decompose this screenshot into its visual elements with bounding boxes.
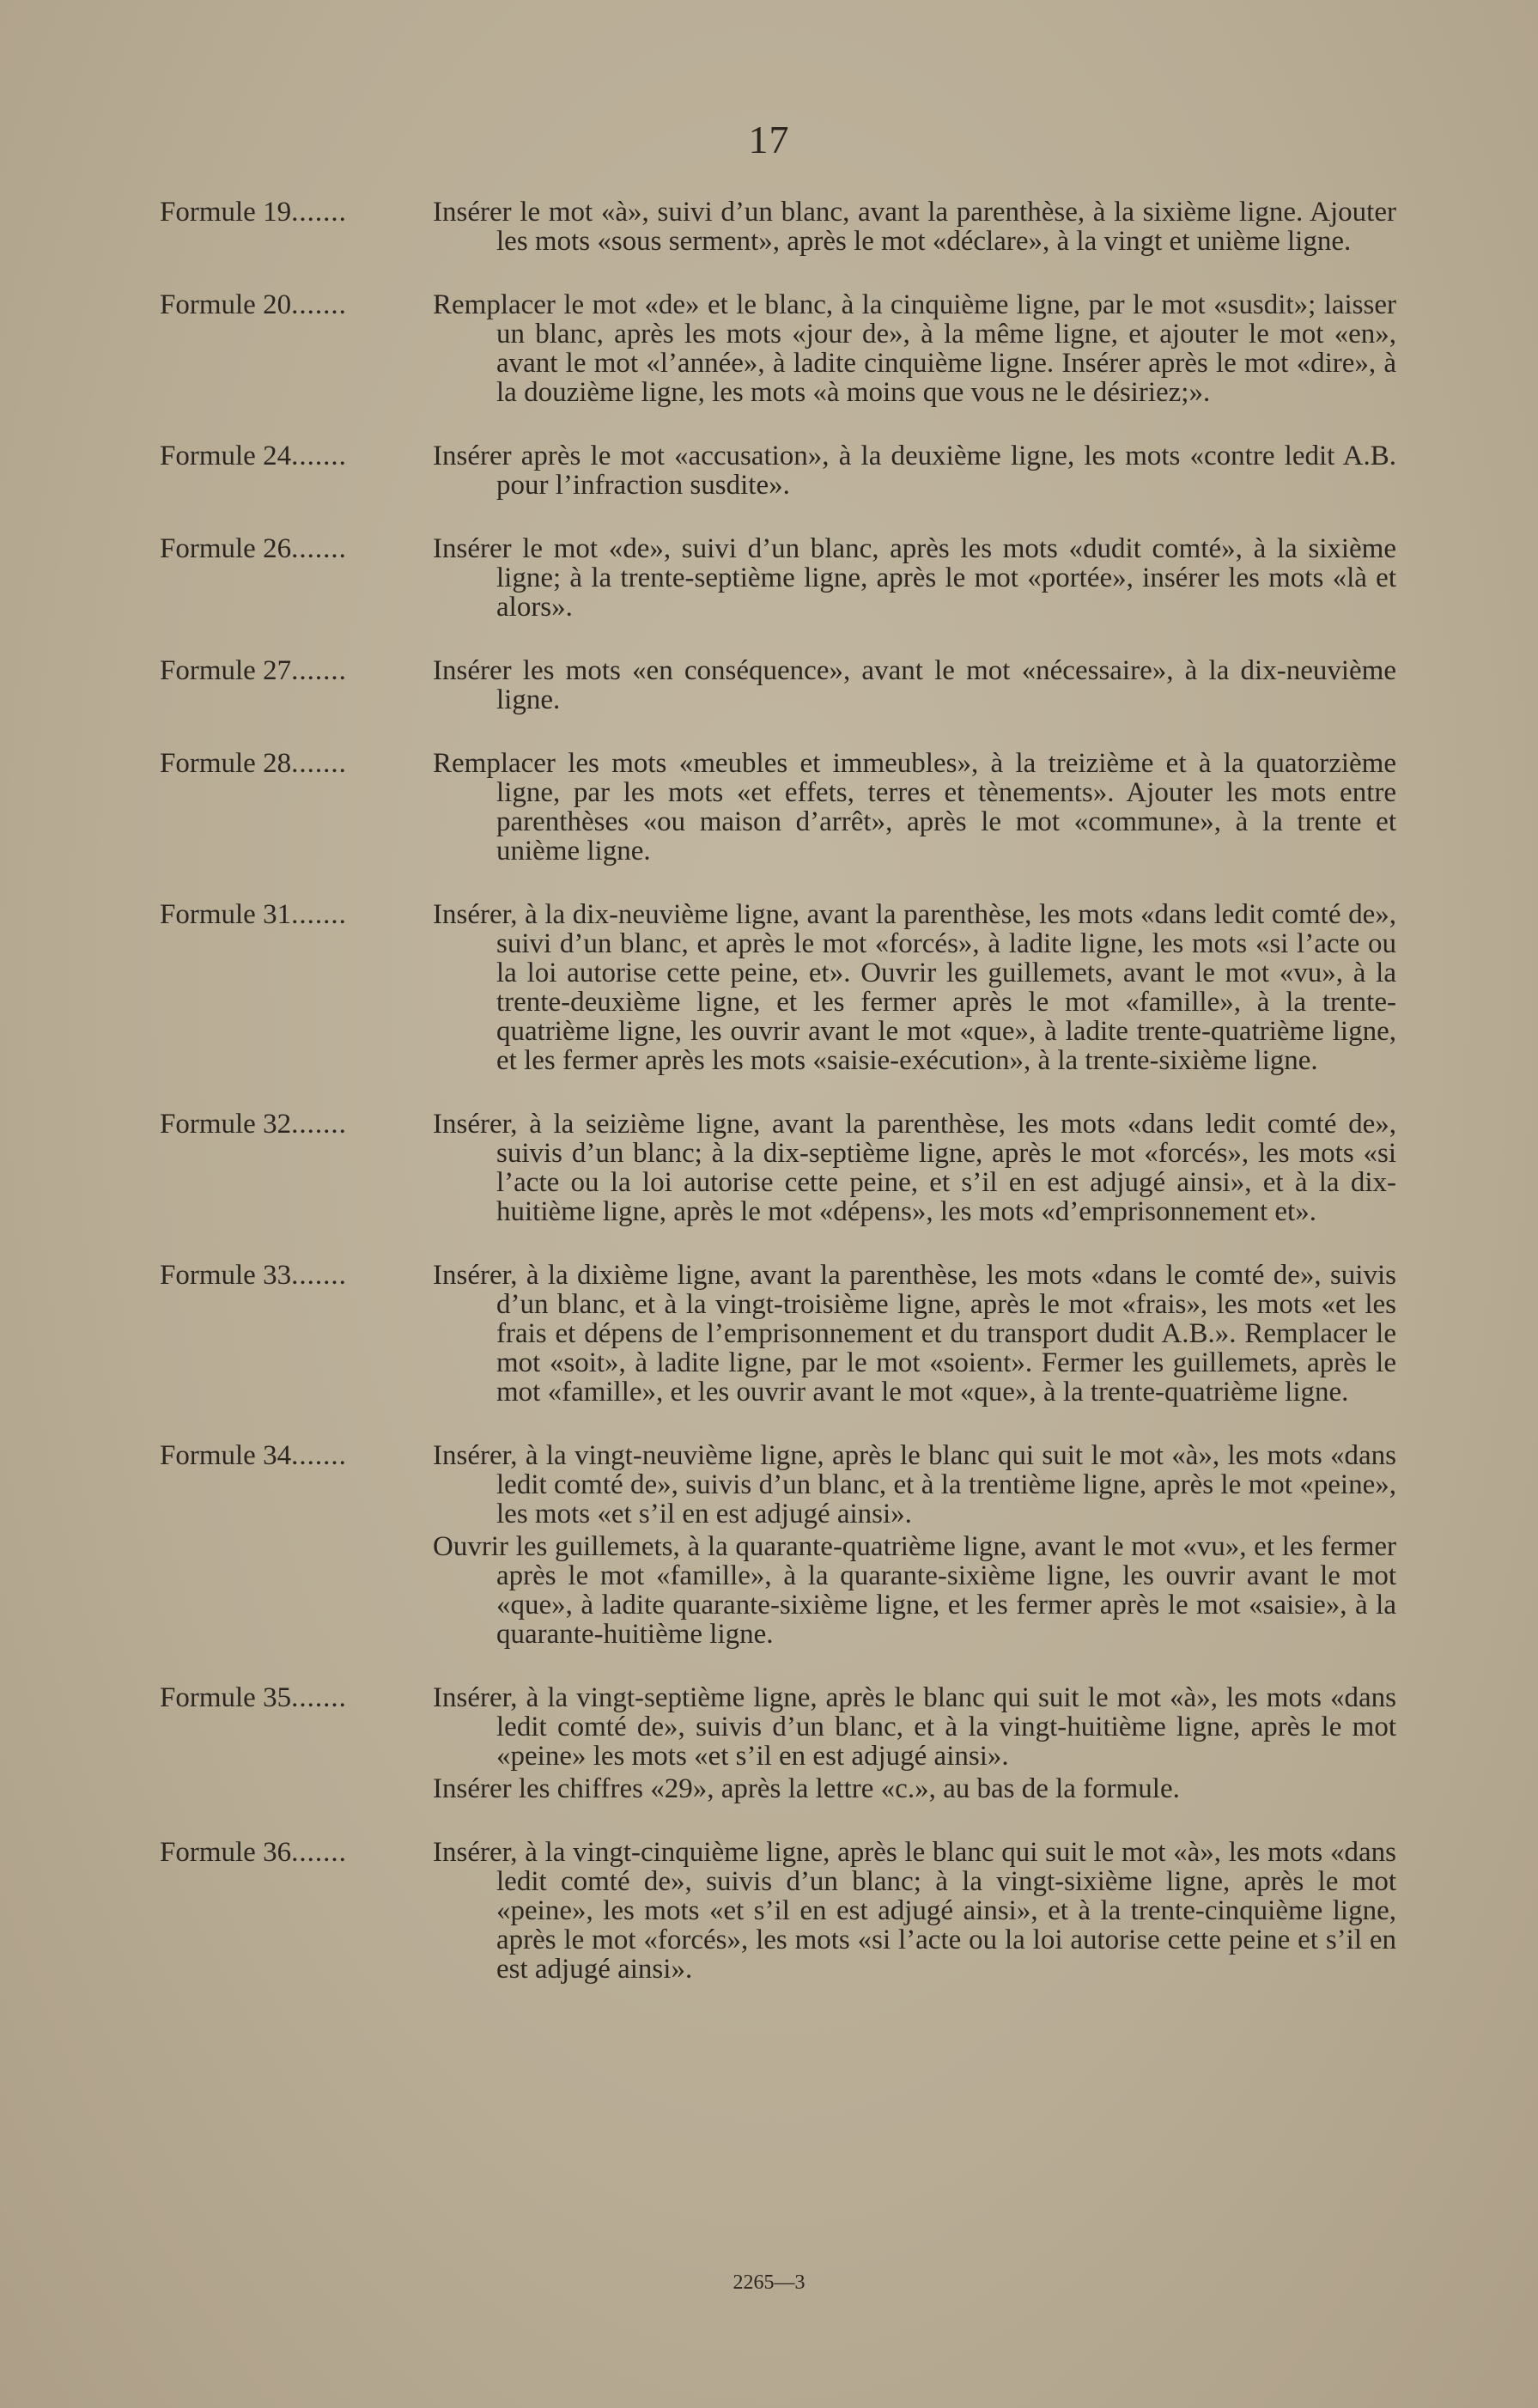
formula-label-text: Formule 36 <box>160 1838 292 1867</box>
instruction-paragraph: Insérer, à la dixième ligne, avant la parenthèse, les mots «dans le comté de», suivis d’un blanc, et à la vingt-troisième ligne, après le mot «frais», les mots «et les frais et dépens de l’emprisonnement et du transport dudit A.B.». Remplacer le mot «soit», à ladite ligne, par le mot «soient». Fermer les guillemets, après le mot «famille», et les ouvrir avant le mot «que», à la trente-quatrième ligne. <box>433 1260 1396 1408</box>
instruction-paragraph: Insérer, à la vingt-neuvième ligne, après le blanc qui suit le mot «à», les mots «dans ledit comté de», suivis d’un blanc, et à la trentième ligne, après le mot «peine», les mots «et s’il en est adjugé ainsi». <box>433 1440 1396 1529</box>
formula-label-text: Formule 33 <box>160 1261 292 1290</box>
amendment-list <box>160 198 1396 2018</box>
formula-instructions <box>433 1441 1396 1652</box>
formula-instructions <box>433 1838 1396 1987</box>
instruction-paragraph: Remplacer le mot «de» et le blanc, à la cinquième ligne, par le mot «susdit»; laisser un blanc, après les mots «jour de», à la même ligne, et ajouter le mot «en», avant le mot «l’année», à ladite cinquième ligne. Insérer après le mot «dire», à la douzième ligne, les mots «à moins que vous ne le désiriez;». <box>433 289 1396 408</box>
leader-dots: ....... <box>291 656 347 685</box>
instruction-paragraph: Insérer, à la dix-neuvième ligne, avant la parenthèse, les mots «dans ledit comté de», suivi d’un blanc, et après le mot «forcés», à ladite ligne, les mots «si l’acte ou la loi autorise cette peine, et». Ouvrir les guillemets, avant le mot «vu», à la trente-deuxième ligne, et les fermer après le mot «famille», à la trente-quatrième ligne, les ouvrir avant le mot «que», à ladite trente-quatrième ligne, et les fermer après les mots «saisie-exécution», à la trente-sixième ligne. <box>433 899 1396 1076</box>
formula-label <box>160 534 433 563</box>
formula-label <box>160 656 433 685</box>
formula-entry <box>160 749 1396 869</box>
instruction-paragraph: Insérer les chiffres «29», après la lettre «c.», au bas de la formule. <box>433 1773 1180 1804</box>
footer-code: 2265—3 <box>733 2271 805 2294</box>
formula-entry <box>160 198 1396 259</box>
formula-entry <box>160 1110 1396 1230</box>
instruction-paragraph: Insérer, à la vingt-cinquième ligne, après le blanc qui suit le mot «à», les mots «dans ledit comté de», suivis d’un blanc; à la vingt-sixième ligne, après le mot «peine», les mots «et s’il en est adjugé ainsi», et à la trente-cinquième ligne, après le mot «forcés», les mots «si l’acte ou la loi autorise cette peine et s’il en est adjugé ainsi». <box>433 1837 1396 1985</box>
formula-entry <box>160 1838 1396 1987</box>
instruction-paragraph: Insérer le mot «à», suivi d’un blanc, avant la parenthèse, à la sixième ligne. Ajouter les mots «sous serment», après le mot «déclare», à la vingt et unième ligne. <box>433 197 1396 257</box>
formula-label <box>160 441 433 471</box>
leader-dots: ....... <box>291 1838 347 1867</box>
formula-label-text: Formule 34 <box>160 1441 292 1470</box>
formula-label <box>160 290 433 319</box>
formula-instructions <box>433 900 1396 1079</box>
leader-dots: ....... <box>291 749 347 778</box>
leader-dots: ....... <box>291 900 347 929</box>
instruction-paragraph: Insérer après le mot «accusation», à la deuxième ligne, les mots «contre ledit A.B. pour l’infraction susdite». <box>433 441 1396 501</box>
formula-entry <box>160 441 1396 503</box>
formula-label-text: Formule 35 <box>160 1683 292 1712</box>
formula-entry <box>160 900 1396 1079</box>
instruction-paragraph: Insérer, à la vingt-septième ligne, après le blanc qui suit le mot «à», les mots «dans ledit comté de», suivis d’un blanc, et à la vingt-huitième ligne, après le mot «peine» les mots «et s’il en est adjugé ainsi». <box>433 1682 1396 1772</box>
page-number: 17 <box>748 118 790 161</box>
formula-instructions <box>433 656 1396 718</box>
formula-instructions <box>433 198 1396 259</box>
formula-label <box>160 749 433 778</box>
formula-label <box>160 1838 433 1867</box>
formula-label-text: Formule 32 <box>160 1110 292 1139</box>
formula-label <box>160 1110 433 1139</box>
formula-label <box>160 1441 433 1470</box>
formula-instructions <box>433 290 1396 410</box>
formula-instructions <box>433 1261 1396 1410</box>
instruction-paragraph: Insérer le mot «de», suivi d’un blanc, après les mots «dudit comté», à la sixième ligne; à la trente-septième ligne, après le mot «portée», insérer les mots «là et alors». <box>433 533 1396 623</box>
formula-instructions <box>433 749 1396 869</box>
leader-dots: ....... <box>291 1110 347 1139</box>
formula-label-text: Formule 20 <box>160 290 292 319</box>
formula-entry <box>160 656 1396 718</box>
formula-label <box>160 900 433 929</box>
leader-dots: ....... <box>291 1683 347 1712</box>
instruction-paragraph: Ouvrir les guillemets, à la quarante-quatrième ligne, avant le mot «vu», et les fermer après le mot «famille», à la quarante-sixième ligne, les ouvrir avant le mot «que», à ladite quarante-sixième ligne, et les fermer après le mot «saisie», à la quarante-huitième ligne. <box>433 1531 1396 1650</box>
formula-instructions <box>433 534 1396 625</box>
instruction-paragraph: Remplacer les mots «meubles et immeubles», à la treizième et à la quatorzième ligne, par les mots «et effets, terres et tènements». Ajouter les mots entre parenthèses «ou maison d’arrêt», après le mot «commune», à la trente et unième ligne. <box>433 748 1396 867</box>
formula-entry <box>160 1441 1396 1652</box>
instruction-paragraph: Insérer, à la seizième ligne, avant la parenthèse, les mots «dans ledit comté de», suivis d’un blanc; à la dix-septième ligne, après le mot «forcés», les mots «si l’acte ou la loi autorise cette peine, et s’il en est adjugé ainsi», et à la dix-huitième ligne, après le mot «dépens», les mots «d’emprisonnement et». <box>433 1109 1396 1227</box>
leader-dots: ....... <box>291 1441 347 1470</box>
formula-entry <box>160 534 1396 625</box>
leader-dots: ....... <box>291 198 347 227</box>
formula-label-text: Formule 26 <box>160 534 292 563</box>
formula-instructions <box>433 1683 1396 1807</box>
instruction-paragraph: Insérer les mots «en conséquence», avant le mot «nécessaire», à la dix-neuvième ligne. <box>433 655 1396 715</box>
formula-label <box>160 198 433 227</box>
formula-label-text: Formule 19 <box>160 198 292 227</box>
formula-label <box>160 1683 433 1712</box>
formula-label-text: Formule 28 <box>160 749 292 778</box>
formula-label <box>160 1261 433 1290</box>
formula-entry <box>160 290 1396 410</box>
formula-label-text: Formule 31 <box>160 900 292 929</box>
formula-label-text: Formule 24 <box>160 441 292 471</box>
formula-entry <box>160 1261 1396 1410</box>
leader-dots: ....... <box>291 534 347 563</box>
leader-dots: ....... <box>291 290 347 319</box>
leader-dots: ....... <box>291 1261 347 1290</box>
formula-instructions <box>433 441 1396 503</box>
formula-instructions <box>433 1110 1396 1230</box>
leader-dots: ....... <box>291 441 347 471</box>
formula-entry <box>160 1683 1396 1807</box>
formula-label-text: Formule 27 <box>160 656 292 685</box>
